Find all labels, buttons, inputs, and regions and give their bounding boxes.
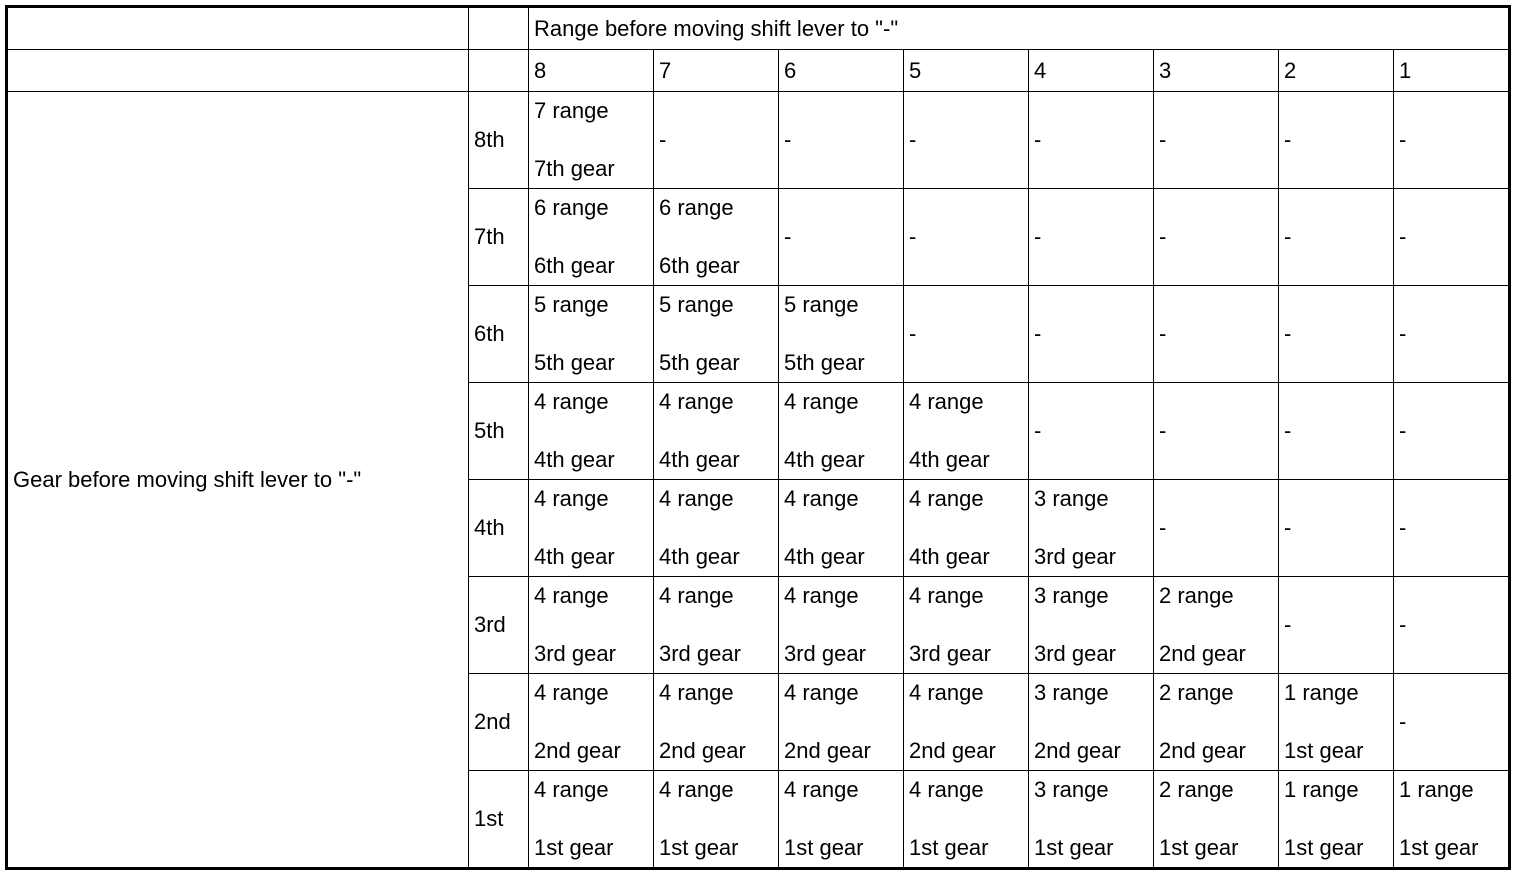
cell-stack <box>909 583 1028 667</box>
cell-range: 5 range <box>784 292 859 317</box>
cell-range: 4 range <box>909 583 984 608</box>
cell-gear: 1st gear <box>909 835 989 860</box>
cell-stack <box>1159 777 1278 861</box>
cell-value: - <box>1399 612 1407 637</box>
cell-gear: 3rd gear <box>659 641 741 666</box>
cell-range: 6 range <box>534 195 609 220</box>
table-cell <box>1029 286 1154 383</box>
table-cell <box>779 480 904 577</box>
cell-value: - <box>1284 224 1292 249</box>
cell-value: - <box>1284 515 1292 540</box>
cell-value: - <box>1399 709 1407 734</box>
cell-stack <box>659 389 778 473</box>
cell-stack <box>1159 583 1278 667</box>
cell-range: 1 range <box>1284 680 1359 705</box>
cell-gear: 2nd gear <box>1159 738 1246 763</box>
cell-value: - <box>1399 321 1407 346</box>
table-cell <box>1279 480 1394 577</box>
cell-range: 4 range <box>784 389 859 414</box>
cell-value: - <box>1284 612 1292 637</box>
cell-gear: 4th gear <box>659 544 740 569</box>
cell-stack <box>534 680 653 764</box>
cell-stack <box>659 583 778 667</box>
table-cell <box>529 577 654 674</box>
cell-stack <box>534 583 653 667</box>
cell-range: 1 range <box>1399 777 1474 802</box>
cell-value: - <box>784 127 792 152</box>
cell-range: 4 range <box>909 777 984 802</box>
cell-gear: 1st gear <box>1284 738 1364 763</box>
table-cell <box>654 674 779 771</box>
table-cell <box>1029 674 1154 771</box>
table-cell <box>904 383 1029 480</box>
cell-gear: 4th gear <box>784 447 865 472</box>
cell-gear: 3rd gear <box>1034 641 1116 666</box>
table-cell <box>779 577 904 674</box>
table-cell <box>1154 674 1279 771</box>
table-cell <box>1029 92 1154 189</box>
table-cell <box>1394 480 1510 577</box>
cell-value: - <box>1284 321 1292 346</box>
cell-range: 4 range <box>659 486 734 511</box>
table-row <box>7 92 1510 189</box>
table-cell <box>654 480 779 577</box>
cell-range: 4 range <box>534 583 609 608</box>
cell-gear: 1st gear <box>1034 835 1114 860</box>
corner-cell <box>7 7 469 50</box>
cell-stack <box>1159 680 1278 764</box>
cell-stack <box>909 486 1028 570</box>
cell-range: 4 range <box>659 680 734 705</box>
cell-range: 4 range <box>784 486 859 511</box>
column-header: 5 <box>904 50 1029 92</box>
cell-stack <box>534 486 653 570</box>
cell-value: - <box>1034 224 1042 249</box>
cell-value: - <box>1159 127 1167 152</box>
gear-label: 5th <box>469 383 529 480</box>
cell-stack <box>909 680 1028 764</box>
cell-value: - <box>909 127 917 152</box>
cell-value: - <box>1284 418 1292 443</box>
cell-gear: 4th gear <box>909 447 990 472</box>
cell-value: - <box>1159 224 1167 249</box>
cell-gear: 4th gear <box>909 544 990 569</box>
cell-stack <box>784 292 903 376</box>
cell-stack <box>784 486 903 570</box>
cell-range: 3 range <box>1034 680 1109 705</box>
cell-value: - <box>1034 418 1042 443</box>
cell-stack <box>659 292 778 376</box>
cell-range: 4 range <box>659 583 734 608</box>
cell-value: - <box>1159 321 1167 346</box>
cell-range: 6 range <box>659 195 734 220</box>
cell-stack <box>784 777 903 861</box>
table-cell <box>779 189 904 286</box>
cell-gear: 3rd gear <box>534 641 616 666</box>
table-cell <box>1394 286 1510 383</box>
table-cell <box>1394 674 1510 771</box>
cell-stack <box>659 777 778 861</box>
gear-label: 3rd <box>469 577 529 674</box>
cell-gear: 3rd gear <box>784 641 866 666</box>
cell-stack <box>659 680 778 764</box>
cell-range: 4 range <box>534 680 609 705</box>
gear-label: 6th <box>469 286 529 383</box>
cell-stack <box>909 389 1028 473</box>
cell-gear: 2nd gear <box>1034 738 1121 763</box>
cell-gear: 6th gear <box>534 253 615 278</box>
cell-gear: 2nd gear <box>534 738 621 763</box>
corner-cell <box>469 7 529 50</box>
table-cell <box>1154 286 1279 383</box>
gear-label: 2nd <box>469 674 529 771</box>
cell-gear: 4th gear <box>534 544 615 569</box>
table-cell <box>779 771 904 869</box>
cell-gear: 2nd gear <box>784 738 871 763</box>
cell-range: 4 range <box>534 389 609 414</box>
cell-gear: 3rd gear <box>1034 544 1116 569</box>
table-cell <box>904 92 1029 189</box>
cell-range: 4 range <box>534 486 609 511</box>
cell-stack <box>1399 777 1508 861</box>
table-cell <box>904 189 1029 286</box>
table-cell <box>1154 771 1279 869</box>
cell-value: - <box>1399 515 1407 540</box>
cell-value: - <box>1159 515 1167 540</box>
corner-cell <box>469 50 529 92</box>
cell-stack <box>1284 777 1393 861</box>
cell-stack <box>534 195 653 279</box>
cell-stack <box>534 292 653 376</box>
table-cell <box>1029 189 1154 286</box>
cell-value: - <box>1399 224 1407 249</box>
table-cell <box>779 674 904 771</box>
gear-label: 8th <box>469 92 529 189</box>
cell-gear: 1st gear <box>1284 835 1364 860</box>
table-cell <box>1394 577 1510 674</box>
cell-range: 4 range <box>659 389 734 414</box>
cell-stack <box>1034 583 1153 667</box>
table-cell <box>1279 674 1394 771</box>
cell-stack <box>534 389 653 473</box>
column-header: 4 <box>1029 50 1154 92</box>
header-row-columns <box>7 50 1510 92</box>
header-row-group <box>7 7 1510 50</box>
cell-gear: 2nd gear <box>1159 641 1246 666</box>
cell-stack <box>784 389 903 473</box>
cell-range: 2 range <box>1159 680 1234 705</box>
cell-value: - <box>1399 418 1407 443</box>
table-cell <box>1279 383 1394 480</box>
cell-gear: 1st gear <box>534 835 614 860</box>
cell-stack <box>1284 680 1393 764</box>
table-cell <box>904 771 1029 869</box>
cell-stack <box>659 195 778 279</box>
gear-label: 7th <box>469 189 529 286</box>
cell-range: 1 range <box>1284 777 1359 802</box>
table-cell <box>1154 480 1279 577</box>
table-cell <box>1279 92 1394 189</box>
cell-gear: 2nd gear <box>909 738 996 763</box>
cell-value: - <box>1159 418 1167 443</box>
table-cell <box>529 771 654 869</box>
table-cell <box>529 383 654 480</box>
table-cell <box>779 383 904 480</box>
table-cell <box>904 577 1029 674</box>
cell-range: 4 range <box>784 777 859 802</box>
cell-range: 4 range <box>784 680 859 705</box>
cell-range: 4 range <box>534 777 609 802</box>
cell-gear: 5th gear <box>534 350 615 375</box>
cell-range: 3 range <box>1034 486 1109 511</box>
table-cell <box>1154 92 1279 189</box>
cell-stack <box>534 777 653 861</box>
table-cell <box>1029 480 1154 577</box>
column-header: 6 <box>779 50 904 92</box>
table-cell <box>529 92 654 189</box>
table-cell <box>1394 92 1510 189</box>
cell-range: 2 range <box>1159 777 1234 802</box>
cell-stack <box>659 486 778 570</box>
column-header: 3 <box>1154 50 1279 92</box>
cell-range: 7 range <box>534 98 609 123</box>
cell-value: - <box>1399 127 1407 152</box>
table-cell <box>1029 383 1154 480</box>
cell-range: 4 range <box>909 389 984 414</box>
cell-gear: 4th gear <box>784 544 865 569</box>
table-cell <box>1279 189 1394 286</box>
cell-stack <box>1034 777 1153 861</box>
cell-stack <box>909 777 1028 861</box>
table-cell <box>1029 577 1154 674</box>
table-cell <box>1154 577 1279 674</box>
table-cell <box>1154 383 1279 480</box>
cell-gear: 4th gear <box>534 447 615 472</box>
row-group-header: Gear before moving shift lever to "-" <box>7 92 469 869</box>
cell-gear: 4th gear <box>659 447 740 472</box>
cell-gear: 1st gear <box>784 835 864 860</box>
cell-value: - <box>784 224 792 249</box>
table-cell <box>1394 771 1510 869</box>
table-cell <box>654 771 779 869</box>
table-cell <box>529 189 654 286</box>
cell-stack <box>784 583 903 667</box>
table-cell <box>1394 383 1510 480</box>
table-cell <box>1279 771 1394 869</box>
cell-gear: 2nd gear <box>659 738 746 763</box>
table-cell <box>904 674 1029 771</box>
column-header: 1 <box>1394 50 1510 92</box>
cell-gear: 1st gear <box>1399 835 1479 860</box>
cell-gear: 5th gear <box>659 350 740 375</box>
table-cell <box>654 383 779 480</box>
gear-label: 4th <box>469 480 529 577</box>
cell-stack <box>534 98 653 182</box>
cell-value: - <box>909 321 917 346</box>
cell-stack <box>1034 680 1153 764</box>
cell-gear: 5th gear <box>784 350 865 375</box>
cell-gear: 7th gear <box>534 156 615 181</box>
table-cell <box>1279 286 1394 383</box>
cell-range: 4 range <box>909 486 984 511</box>
table-cell <box>904 480 1029 577</box>
table-cell <box>1394 189 1510 286</box>
table-cell <box>1279 577 1394 674</box>
table-cell <box>654 286 779 383</box>
table-cell <box>529 286 654 383</box>
table-cell <box>654 577 779 674</box>
cell-value: - <box>659 127 667 152</box>
cell-value: - <box>909 224 917 249</box>
cell-range: 3 range <box>1034 583 1109 608</box>
cell-value: - <box>1034 127 1042 152</box>
cell-range: 5 range <box>534 292 609 317</box>
table-cell <box>654 189 779 286</box>
cell-gear: 1st gear <box>1159 835 1239 860</box>
column-header: 7 <box>654 50 779 92</box>
table-cell <box>779 92 904 189</box>
table-cell <box>904 286 1029 383</box>
cell-range: 3 range <box>1034 777 1109 802</box>
cell-stack <box>1034 486 1153 570</box>
shift-range-table <box>5 5 1511 870</box>
table-cell <box>1029 771 1154 869</box>
table-cell <box>1154 189 1279 286</box>
table-cell <box>529 674 654 771</box>
cell-range: 5 range <box>659 292 734 317</box>
cell-value: - <box>1034 321 1042 346</box>
table-cell <box>529 480 654 577</box>
cell-range: 4 range <box>659 777 734 802</box>
table-cell <box>654 92 779 189</box>
column-header: 2 <box>1279 50 1394 92</box>
corner-cell <box>7 50 469 92</box>
cell-gear: 6th gear <box>659 253 740 278</box>
cell-gear: 1st gear <box>659 835 739 860</box>
table-cell <box>779 286 904 383</box>
cell-range: 2 range <box>1159 583 1234 608</box>
cell-range: 4 range <box>909 680 984 705</box>
cell-range: 4 range <box>784 583 859 608</box>
cell-gear: 3rd gear <box>909 641 991 666</box>
gear-label: 1st <box>469 771 529 869</box>
cell-stack <box>784 680 903 764</box>
cell-value: - <box>1284 127 1292 152</box>
column-group-header: Range before moving shift lever to "-" <box>529 7 1510 50</box>
column-header: 8 <box>529 50 654 92</box>
